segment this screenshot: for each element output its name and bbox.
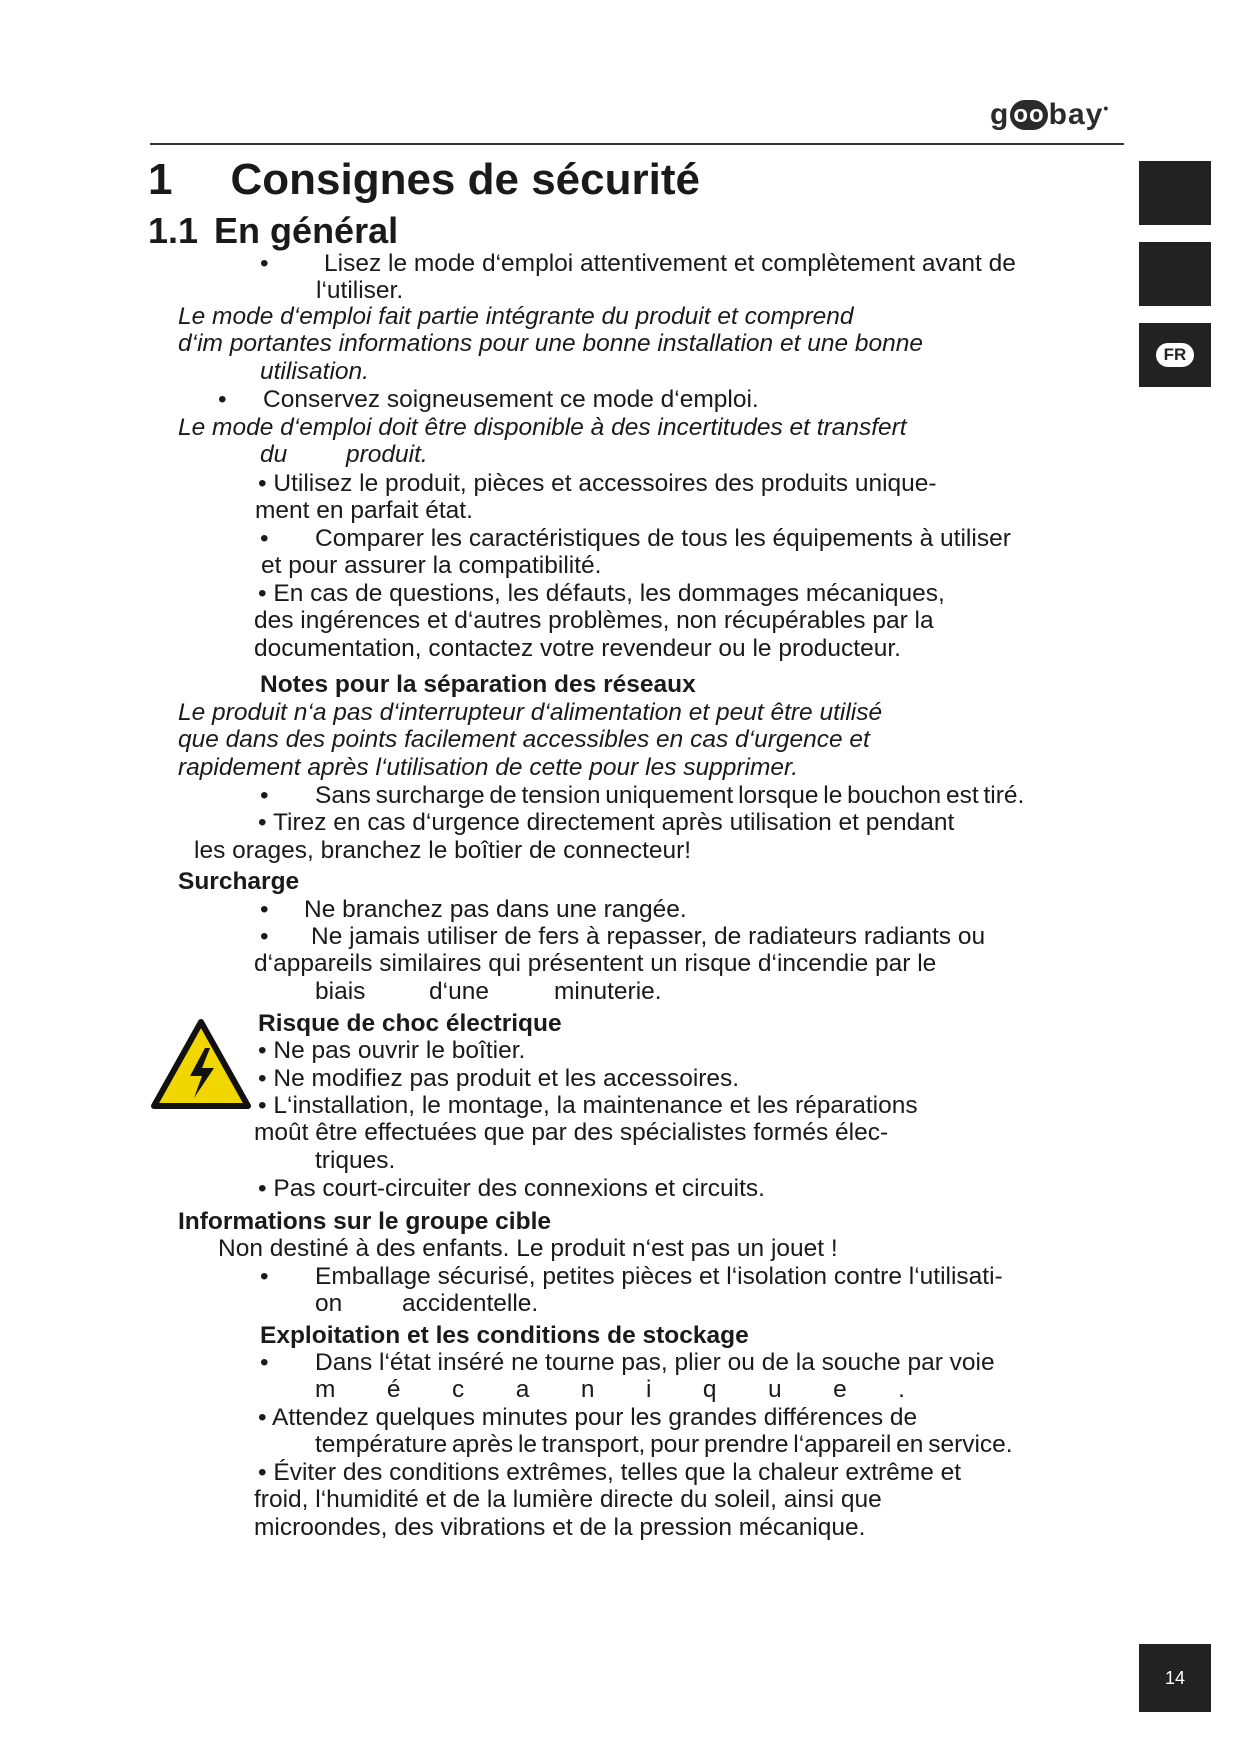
text-line: Comparer les caractéristiques de tous les équipements à utiliser xyxy=(315,525,1011,552)
text-line: • Attendez quelques minutes pour les grandes différences de xyxy=(258,1404,918,1431)
heading-1 xyxy=(148,155,700,205)
text-line: Le mode d‘emploi doit être disponible à des incertitudes et transfert xyxy=(178,414,907,441)
brand-logo-bay: bay xyxy=(1048,98,1104,131)
text-line: moût être effectuées que par des spécialistes formés élec- xyxy=(254,1119,889,1146)
text-line: • Ne modifiez pas produit et les accessoires. xyxy=(258,1065,740,1092)
brand-logo-dot: • xyxy=(1103,100,1110,116)
text-line: Ne jamais utiliser de fers à repasser, de radiateurs radiants ou xyxy=(311,923,986,950)
bullet: • xyxy=(260,782,269,809)
bullet: • xyxy=(260,525,269,552)
bullet: • xyxy=(260,1349,269,1376)
bullet: • xyxy=(218,386,227,413)
header-rule xyxy=(150,143,1124,145)
brand-logo xyxy=(990,98,1109,132)
brand-logo-g: g xyxy=(990,98,1010,131)
text-line: Ne branchez pas dans une rangée. xyxy=(304,896,687,923)
text-line: • Ne pas ouvrir le boîtier. xyxy=(258,1037,526,1064)
bullet: • xyxy=(260,896,269,923)
text-line: ment en parfait état. xyxy=(255,497,473,524)
text-line: Dans l‘état inséré ne tourne pas, plier ou de la souche par voie xyxy=(315,1349,995,1376)
page-number: 14 xyxy=(1139,1644,1211,1712)
text-line: d‘une xyxy=(429,978,489,1005)
text-line: Le mode d‘emploi fait partie intégrante du produit et comprend xyxy=(178,303,854,330)
language-tab-1[interactable] xyxy=(1139,161,1211,225)
text-line: froid, l‘humidité et de la lumière directe du soleil, ainsi que xyxy=(254,1486,882,1513)
language-tab-2[interactable] xyxy=(1139,242,1211,306)
heading-2 xyxy=(148,210,398,252)
fr-label: FR xyxy=(1156,343,1194,367)
heading-1-title: Consignes de sécurité xyxy=(230,155,700,204)
heading-2-title: En général xyxy=(214,210,399,251)
text-line: microondes, des vibrations et de la pression mécanique. xyxy=(254,1514,866,1541)
text-line: • En cas de questions, les défauts, les dommages mécaniques, xyxy=(258,580,945,607)
text-line: utilisation. xyxy=(260,358,369,385)
text-line: d‘appareils similaires qui présentent un risque d‘incendie par le xyxy=(254,950,937,977)
text-line: biais xyxy=(315,978,366,1005)
text-line: on xyxy=(315,1290,343,1317)
text-line: triques. xyxy=(315,1147,396,1174)
section-heading-reseaux: Notes pour la séparation des réseaux xyxy=(260,671,696,698)
brand-logo-oo: oo xyxy=(1010,100,1047,130)
text-line: • Tirez en cas d‘urgence directement après utilisation et pendant xyxy=(258,809,955,836)
text-line: Le produit n‘a pas d‘interrupteur d‘alimentation et peut être utilisé xyxy=(178,699,883,726)
text-line: accidentelle. xyxy=(402,1290,539,1317)
electric-shock-warning-icon xyxy=(150,1018,252,1110)
heading-1-number: 1 xyxy=(148,155,173,204)
text-line: et pour assurer la compatibilité. xyxy=(261,552,602,579)
text-line: documentation, contactez votre revendeur ou le producteur. xyxy=(254,635,901,662)
section-heading-cible: Informations sur le groupe cible xyxy=(178,1208,552,1235)
text-line: Emballage sécurisé, petites pièces et l‘isolation contre l‘utilisati- xyxy=(315,1263,1003,1290)
text-line: Lisez le mode d‘emploi attentivement et complètement avant de xyxy=(324,250,1016,277)
text-line: • Utilisez le produit, pièces et accessoires des produits unique- xyxy=(258,470,937,497)
text-line: d‘im portantes informations pour une bonne installation et une bonne xyxy=(178,330,924,357)
text-line: Non destiné à des enfants. Le produit n‘est pas un jouet ! xyxy=(218,1235,838,1262)
bullet: • xyxy=(260,1263,269,1290)
text-line: température après le transport, pour prendre l‘appareil en service. xyxy=(315,1431,1013,1458)
bullet: • xyxy=(260,250,269,277)
section-heading-surcharge: Surcharge xyxy=(178,868,300,895)
text-line: • Éviter des conditions extrêmes, telles que la chaleur extrême et xyxy=(258,1459,962,1486)
text-line: que dans des points facilement accessibles en cas d‘urgence et xyxy=(178,726,870,753)
text-line: • Pas court-circuiter des connexions et circuits. xyxy=(258,1175,765,1202)
text-line: rapidement après l‘utilisation de cette pour les supprimer. xyxy=(178,754,799,781)
text-line: m é c a n i q u e . xyxy=(315,1376,905,1403)
text-line: des ingérences et d‘autres problèmes, non récupérables par la xyxy=(254,607,934,634)
text-line: Conservez soigneusement ce mode d‘emploi. xyxy=(263,386,759,413)
section-heading-choc: Risque de choc électrique xyxy=(258,1010,562,1037)
text-line: du xyxy=(260,441,288,468)
language-tab-fr[interactable] xyxy=(1139,323,1211,387)
text-line: minuterie. xyxy=(554,978,662,1005)
bullet: • xyxy=(260,923,269,950)
text-line: l‘utiliser. xyxy=(316,277,404,304)
section-heading-stockage: Exploitation et les conditions de stockage xyxy=(260,1322,749,1349)
heading-2-number: 1.1 xyxy=(148,210,199,251)
text-line: produit. xyxy=(346,441,428,468)
text-line: les orages, branchez le boîtier de connecteur! xyxy=(194,837,692,864)
text-line: Sans surcharge de tension uniquement lorsque le bouchon est tiré. xyxy=(315,782,1025,809)
text-line: • L‘installation, le montage, la maintenance et les réparations xyxy=(258,1092,918,1119)
